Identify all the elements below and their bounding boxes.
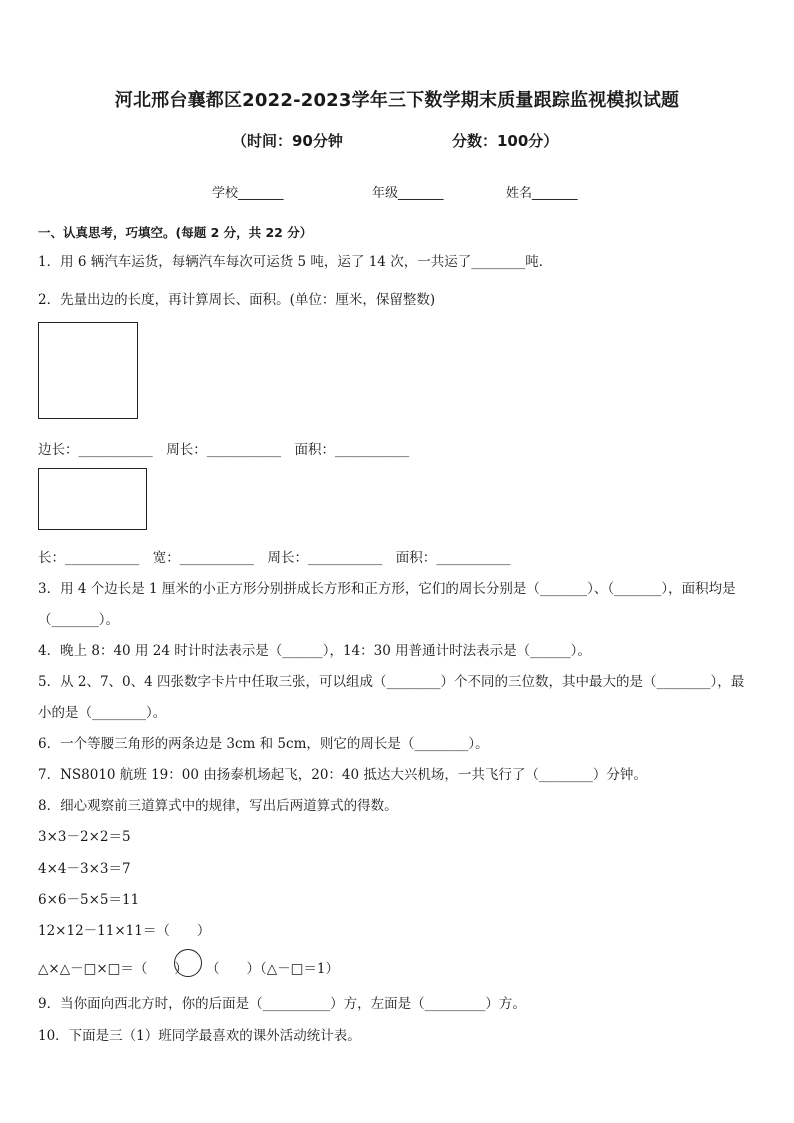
question-1: 1．用 6 辆汽车运货，每辆汽车每次可运货 5 吨，运了 14 次，一共运了________吨． — [38, 254, 553, 270]
question-2-row2: 长：___________ 宽：___________ 周长：___________ 面积：___________ — [38, 550, 511, 566]
question-2: 2．先量出边的长度，再计算周长、面积。(单位：厘米，保留整数) — [38, 292, 436, 308]
question-6: 6．一个等腰三角形的两条边是 3cm 和 5cm，则它的周长是（________）。 — [38, 736, 489, 752]
square-figure — [38, 322, 138, 419]
rectangle-figure — [38, 468, 147, 530]
name-field: 姓名_______ — [506, 186, 578, 201]
question-3-line2: （_______）。 — [38, 612, 119, 628]
grade-field: 年级_______ — [372, 186, 444, 201]
equation-5-left: △×△－□×□＝（ ） — [38, 961, 188, 977]
exam-time: （时间：90分钟 — [232, 132, 343, 150]
page-title: 河北邢台襄都区2022-2023学年三下数学期末质量跟踪监视模拟试题 — [114, 90, 680, 111]
equation-5-right: （ ）（△－□＝1） — [206, 961, 339, 977]
equation-3: 6×6－5×5＝11 — [38, 892, 140, 908]
question-4: 4．晚上 8：40 用 24 时计时法表示是（______），14：30 用普通计时法表示是（______）。 — [38, 643, 591, 659]
equation-1: 3×3－2×2＝5 — [38, 829, 131, 845]
equation-2: 4×4－3×3＝7 — [38, 861, 131, 877]
question-2-row1: 边长：___________ 周长：___________ 面积：___________ — [38, 442, 410, 458]
question-5-line2: 小的是（________）。 — [38, 705, 167, 721]
question-7: 7．NS8010 航班 19：00 由扬泰机场起飞，20：40 抵达大兴机场，一共飞行了（________）分钟。 — [38, 767, 647, 783]
exam-score: 分数：100分） — [452, 132, 559, 150]
question-8: 8．细心观察前三道算式中的规律，写出后两道算式的得数。 — [38, 798, 398, 814]
school-field: 学校_______ — [212, 186, 284, 201]
question-9: 9．当你面向西北方时，你的后面是（__________）方，左面是（_________）方。 — [38, 996, 526, 1012]
question-5-line1: 5．从 2、7、0、4 四张数字卡片中任取三张，可以组成（________）个不同的三位数，其中最大的是（________），最 — [38, 674, 745, 690]
section-heading: 一、认真思考，巧填空。(每题 2 分，共 22 分） — [38, 225, 313, 240]
equation-4: 12×12－11×11＝（ ） — [38, 923, 211, 939]
operator-circle — [174, 949, 202, 977]
question-10: 10．下面是三（1）班同学最喜欢的课外活动统计表。 — [38, 1028, 361, 1044]
question-3-line1: 3．用 4 个边长是 1 厘米的小正方形分别拼成长方形和正方形，它们的周长分别是（_______）、（_______），面积均是 — [38, 581, 736, 597]
